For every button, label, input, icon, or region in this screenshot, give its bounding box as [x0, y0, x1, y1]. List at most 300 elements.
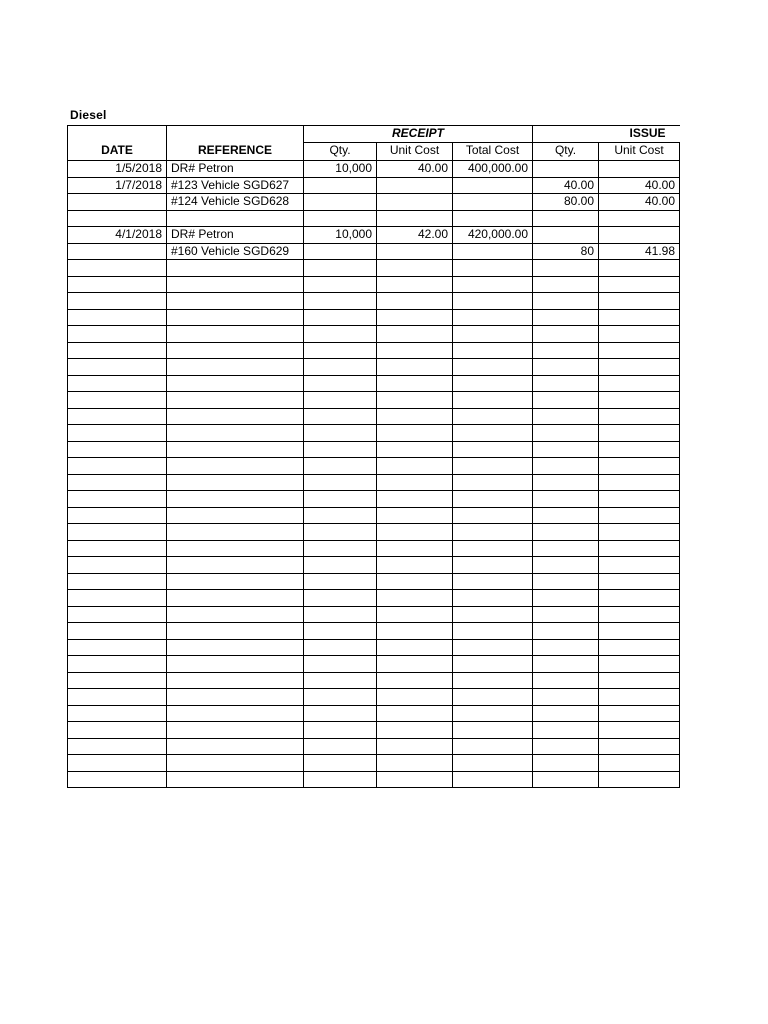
empty-cell	[453, 260, 533, 277]
empty-cell	[167, 441, 304, 458]
empty-ledger-row	[68, 425, 680, 442]
empty-cell	[167, 524, 304, 541]
empty-cell	[304, 375, 377, 392]
reference-cell: #160 Vehicle SGD629	[167, 243, 304, 260]
empty-cell	[377, 408, 453, 425]
empty-cell	[533, 557, 599, 574]
empty-cell	[304, 738, 377, 755]
empty-cell	[533, 656, 599, 673]
empty-cell	[167, 639, 304, 656]
empty-cell	[533, 705, 599, 722]
empty-cell	[453, 507, 533, 524]
empty-ledger-row	[68, 276, 680, 293]
empty-cell	[599, 573, 680, 590]
empty-cell	[453, 573, 533, 590]
empty-cell	[167, 326, 304, 343]
group-header-row	[68, 126, 680, 143]
issue-qty-cell: 80.00	[533, 194, 599, 211]
issue-unit-cost-cell	[599, 210, 680, 227]
empty-cell	[167, 309, 304, 326]
empty-cell	[68, 639, 167, 656]
date-cell: 1/5/2018	[68, 161, 167, 178]
receipt-qty-header: Qty.	[304, 142, 377, 161]
empty-cell	[533, 738, 599, 755]
empty-cell	[377, 309, 453, 326]
empty-ledger-row	[68, 491, 680, 508]
empty-cell	[377, 524, 453, 541]
empty-cell	[68, 293, 167, 310]
empty-cell	[68, 656, 167, 673]
empty-cell	[167, 672, 304, 689]
empty-cell	[167, 738, 304, 755]
empty-cell	[377, 458, 453, 475]
empty-cell	[68, 408, 167, 425]
empty-cell	[167, 689, 304, 706]
empty-cell	[377, 392, 453, 409]
empty-cell	[533, 359, 599, 376]
empty-cell	[167, 342, 304, 359]
empty-cell	[167, 392, 304, 409]
empty-cell	[453, 326, 533, 343]
empty-cell	[533, 606, 599, 623]
empty-cell	[304, 722, 377, 739]
empty-cell	[167, 557, 304, 574]
empty-cell	[599, 474, 680, 491]
empty-cell	[304, 590, 377, 607]
receipt-unit-cost-cell	[377, 194, 453, 211]
empty-cell	[599, 722, 680, 739]
receipt-qty-cell	[304, 194, 377, 211]
empty-cell	[453, 309, 533, 326]
empty-cell	[68, 392, 167, 409]
empty-cell	[167, 623, 304, 640]
empty-cell	[304, 524, 377, 541]
receipt-unit-cost-cell: 42.00	[377, 227, 453, 244]
issue-unit-cost-cell: 40.00	[599, 194, 680, 211]
empty-cell	[599, 672, 680, 689]
ledger-row	[68, 210, 680, 227]
receipt-unit-cost-cell	[377, 177, 453, 194]
empty-ledger-row	[68, 458, 680, 475]
date-cell: 4/1/2018	[68, 227, 167, 244]
empty-cell	[453, 425, 533, 442]
empty-ledger-row	[68, 392, 680, 409]
empty-cell	[304, 342, 377, 359]
empty-cell	[68, 276, 167, 293]
empty-cell	[167, 408, 304, 425]
empty-cell	[533, 441, 599, 458]
empty-ledger-row	[68, 408, 680, 425]
inventory-ledger-table	[67, 125, 680, 788]
empty-cell	[599, 689, 680, 706]
date-cell	[68, 243, 167, 260]
issue-unit-cost-cell	[599, 227, 680, 244]
empty-ledger-row	[68, 705, 680, 722]
empty-cell	[599, 524, 680, 541]
empty-cell	[453, 392, 533, 409]
empty-cell	[533, 458, 599, 475]
empty-cell	[68, 491, 167, 508]
empty-cell	[304, 606, 377, 623]
empty-cell	[68, 755, 167, 772]
empty-cell	[68, 342, 167, 359]
issue-unit-cost-cell	[599, 161, 680, 178]
empty-cell	[68, 458, 167, 475]
empty-cell	[377, 689, 453, 706]
empty-cell	[377, 590, 453, 607]
issue-unit-cost-cell: 40.00	[599, 177, 680, 194]
empty-cell	[304, 755, 377, 772]
empty-cell	[68, 540, 167, 557]
empty-cell	[377, 491, 453, 508]
empty-cell	[453, 738, 533, 755]
empty-cell	[377, 557, 453, 574]
empty-cell	[377, 276, 453, 293]
ledger-row	[68, 227, 680, 244]
empty-ledger-row	[68, 606, 680, 623]
empty-cell	[377, 359, 453, 376]
empty-cell	[167, 491, 304, 508]
empty-cell	[533, 425, 599, 442]
empty-cell	[167, 656, 304, 673]
empty-cell	[377, 656, 453, 673]
empty-cell	[167, 276, 304, 293]
issue-unit-cost-cell: 41.98	[599, 243, 680, 260]
date-header	[68, 126, 167, 161]
date-cell	[68, 194, 167, 211]
empty-cell	[599, 656, 680, 673]
empty-cell	[377, 606, 453, 623]
receipt-qty-cell	[304, 210, 377, 227]
empty-cell	[304, 491, 377, 508]
empty-ledger-row	[68, 474, 680, 491]
empty-cell	[453, 293, 533, 310]
issue-qty-header: Qty.	[533, 142, 599, 161]
receipt-total-cost-cell: 400,000.00	[453, 161, 533, 178]
empty-cell	[533, 260, 599, 277]
empty-cell	[167, 573, 304, 590]
empty-cell	[377, 375, 453, 392]
empty-cell	[533, 474, 599, 491]
empty-cell	[533, 524, 599, 541]
empty-cell	[599, 342, 680, 359]
empty-cell	[377, 441, 453, 458]
empty-cell	[304, 656, 377, 673]
empty-cell	[304, 260, 377, 277]
date-cell: 1/7/2018	[68, 177, 167, 194]
empty-cell	[533, 771, 599, 788]
empty-ledger-row	[68, 771, 680, 788]
empty-cell	[533, 689, 599, 706]
empty-ledger-row	[68, 359, 680, 376]
empty-cell	[533, 639, 599, 656]
receipt-total-cost-cell	[453, 177, 533, 194]
empty-cell	[377, 260, 453, 277]
reference-cell: DR# Petron	[167, 227, 304, 244]
empty-cell	[304, 408, 377, 425]
empty-cell	[377, 771, 453, 788]
empty-cell	[377, 507, 453, 524]
empty-ledger-row	[68, 540, 680, 557]
empty-cell	[453, 408, 533, 425]
empty-cell	[599, 771, 680, 788]
empty-cell	[304, 359, 377, 376]
empty-cell	[304, 540, 377, 557]
empty-cell	[377, 326, 453, 343]
empty-cell	[167, 260, 304, 277]
empty-cell	[68, 557, 167, 574]
empty-cell	[377, 705, 453, 722]
empty-cell	[304, 392, 377, 409]
empty-ledger-row	[68, 375, 680, 392]
empty-cell	[304, 458, 377, 475]
empty-ledger-row	[68, 260, 680, 277]
empty-cell	[68, 441, 167, 458]
empty-cell	[599, 309, 680, 326]
empty-cell	[599, 392, 680, 409]
empty-cell	[453, 524, 533, 541]
empty-cell	[599, 293, 680, 310]
empty-ledger-row	[68, 573, 680, 590]
empty-cell	[533, 491, 599, 508]
empty-cell	[599, 755, 680, 772]
empty-cell	[453, 441, 533, 458]
reference-cell: DR# Petron	[167, 161, 304, 178]
ledger-row	[68, 243, 680, 260]
empty-ledger-row	[68, 524, 680, 541]
issue-unit-cost-header: Unit Cost	[599, 142, 680, 161]
empty-cell	[377, 672, 453, 689]
empty-cell	[304, 557, 377, 574]
empty-ledger-row	[68, 672, 680, 689]
empty-ledger-row	[68, 738, 680, 755]
empty-cell	[453, 491, 533, 508]
empty-cell	[377, 474, 453, 491]
empty-cell	[453, 771, 533, 788]
receipt-qty-cell	[304, 243, 377, 260]
empty-cell	[453, 276, 533, 293]
empty-cell	[533, 342, 599, 359]
empty-cell	[533, 392, 599, 409]
receipt-total-cost-cell: 420,000.00	[453, 227, 533, 244]
issue-group-header: ISSUE	[533, 126, 680, 143]
issue-qty-cell: 80	[533, 243, 599, 260]
receipt-qty-cell	[304, 177, 377, 194]
reference-header-label: REFERENCE	[197, 143, 272, 157]
reference-cell	[167, 210, 304, 227]
reference-cell: #124 Vehicle SGD628	[167, 194, 304, 211]
empty-cell	[68, 474, 167, 491]
empty-cell	[167, 293, 304, 310]
empty-cell	[304, 326, 377, 343]
issue-qty-cell: 40.00	[533, 177, 599, 194]
empty-cell	[533, 507, 599, 524]
empty-cell	[453, 606, 533, 623]
empty-cell	[453, 540, 533, 557]
receipt-total-cost-cell	[453, 243, 533, 260]
empty-cell	[453, 557, 533, 574]
ledger-row	[68, 177, 680, 194]
empty-cell	[377, 639, 453, 656]
empty-cell	[533, 408, 599, 425]
empty-cell	[68, 375, 167, 392]
empty-cell	[304, 293, 377, 310]
empty-cell	[453, 755, 533, 772]
empty-cell	[304, 474, 377, 491]
empty-cell	[377, 293, 453, 310]
receipt-unit-cost-cell: 40.00	[377, 161, 453, 178]
empty-cell	[68, 722, 167, 739]
empty-cell	[599, 606, 680, 623]
empty-cell	[167, 705, 304, 722]
empty-cell	[167, 755, 304, 772]
empty-cell	[68, 524, 167, 541]
empty-cell	[599, 738, 680, 755]
empty-cell	[68, 590, 167, 607]
empty-cell	[533, 672, 599, 689]
issue-qty-cell	[533, 227, 599, 244]
empty-cell	[304, 425, 377, 442]
empty-ledger-row	[68, 722, 680, 739]
empty-cell	[599, 507, 680, 524]
empty-ledger-row	[68, 441, 680, 458]
empty-cell	[533, 573, 599, 590]
empty-cell	[304, 507, 377, 524]
ledger-row	[68, 194, 680, 211]
empty-ledger-row	[68, 507, 680, 524]
empty-cell	[453, 672, 533, 689]
empty-ledger-row	[68, 639, 680, 656]
date-header-label: DATE	[101, 143, 133, 157]
empty-ledger-row	[68, 656, 680, 673]
empty-cell	[68, 705, 167, 722]
empty-cell	[533, 722, 599, 739]
empty-cell	[599, 705, 680, 722]
empty-cell	[167, 771, 304, 788]
empty-cell	[377, 722, 453, 739]
empty-cell	[304, 672, 377, 689]
empty-cell	[167, 458, 304, 475]
empty-cell	[167, 474, 304, 491]
empty-cell	[377, 573, 453, 590]
ledger-row	[68, 161, 680, 178]
empty-cell	[304, 705, 377, 722]
date-cell	[68, 210, 167, 227]
empty-ledger-row	[68, 326, 680, 343]
empty-cell	[533, 293, 599, 310]
empty-ledger-row	[68, 689, 680, 706]
empty-cell	[68, 771, 167, 788]
empty-cell	[599, 359, 680, 376]
empty-cell	[304, 623, 377, 640]
empty-cell	[453, 705, 533, 722]
empty-cell	[599, 326, 680, 343]
empty-cell	[167, 722, 304, 739]
empty-cell	[167, 375, 304, 392]
receipt-total-cost-header: Total Cost	[453, 142, 533, 161]
empty-cell	[453, 342, 533, 359]
receipt-unit-cost-cell	[377, 210, 453, 227]
empty-cell	[453, 359, 533, 376]
empty-cell	[599, 425, 680, 442]
empty-cell	[304, 771, 377, 788]
empty-cell	[599, 540, 680, 557]
empty-cell	[304, 276, 377, 293]
empty-cell	[304, 639, 377, 656]
empty-cell	[377, 623, 453, 640]
empty-cell	[533, 375, 599, 392]
empty-cell	[453, 375, 533, 392]
empty-cell	[599, 260, 680, 277]
empty-ledger-row	[68, 309, 680, 326]
empty-cell	[167, 507, 304, 524]
empty-cell	[167, 425, 304, 442]
empty-ledger-row	[68, 293, 680, 310]
empty-cell	[304, 573, 377, 590]
empty-cell	[599, 276, 680, 293]
empty-cell	[453, 639, 533, 656]
empty-ledger-row	[68, 557, 680, 574]
empty-cell	[599, 557, 680, 574]
empty-cell	[599, 408, 680, 425]
reference-cell: #123 Vehicle SGD627	[167, 177, 304, 194]
empty-cell	[377, 342, 453, 359]
empty-cell	[68, 326, 167, 343]
empty-cell	[68, 309, 167, 326]
empty-cell	[453, 623, 533, 640]
empty-cell	[453, 722, 533, 739]
empty-cell	[68, 672, 167, 689]
empty-cell	[599, 441, 680, 458]
empty-cell	[68, 573, 167, 590]
empty-cell	[68, 689, 167, 706]
empty-cell	[68, 425, 167, 442]
sheet-title: Diesel	[70, 108, 107, 122]
empty-cell	[68, 359, 167, 376]
empty-cell	[533, 276, 599, 293]
empty-cell	[377, 540, 453, 557]
empty-cell	[599, 375, 680, 392]
empty-cell	[533, 623, 599, 640]
empty-ledger-row	[68, 623, 680, 640]
issue-qty-cell	[533, 210, 599, 227]
empty-cell	[533, 309, 599, 326]
empty-cell	[167, 606, 304, 623]
empty-cell	[599, 623, 680, 640]
empty-cell	[377, 755, 453, 772]
empty-cell	[533, 590, 599, 607]
empty-cell	[533, 755, 599, 772]
empty-cell	[533, 540, 599, 557]
empty-cell	[68, 623, 167, 640]
empty-cell	[68, 606, 167, 623]
empty-cell	[304, 309, 377, 326]
empty-cell	[599, 590, 680, 607]
empty-cell	[533, 326, 599, 343]
empty-cell	[453, 590, 533, 607]
empty-cell	[68, 260, 167, 277]
empty-cell	[304, 689, 377, 706]
empty-cell	[167, 540, 304, 557]
receipt-unit-cost-cell	[377, 243, 453, 260]
empty-cell	[68, 738, 167, 755]
empty-cell	[377, 738, 453, 755]
empty-cell	[453, 474, 533, 491]
receipt-qty-cell: 10,000	[304, 161, 377, 178]
empty-cell	[167, 590, 304, 607]
reference-header	[167, 126, 304, 161]
receipt-total-cost-cell	[453, 194, 533, 211]
